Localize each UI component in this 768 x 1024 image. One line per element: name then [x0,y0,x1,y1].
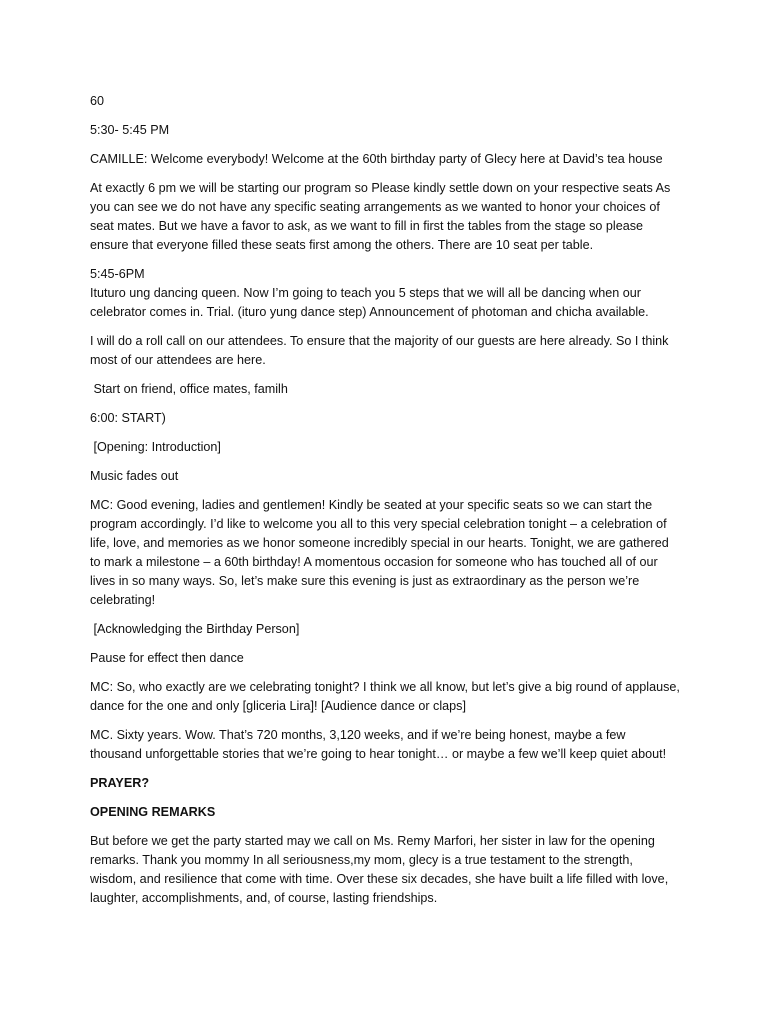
music-cue-line: Music fades out [90,469,179,483]
opening-introduction-heading: [Opening: Introduction] [90,440,221,454]
camille-welcome-paragraph: CAMILLE: Welcome everybody! Welcome at the 60th birthday party of Glecy here at David’s tea house [90,152,663,166]
acknowledging-heading: [Acknowledging the Birthday Person] [90,622,300,636]
start-time-line: 6:00: START) [90,411,166,425]
opening-remarks-paragraph: But before we get the party started may we call on Ms. Remy Marfori, her sister in law for the opening remarks. Thank you mommy In all seriousness,my mom, glecy is a true testament to the strength, wisdom, and resilience that come with time. Over these six decades, she have built a life filled with love, laughter, accomplishments, and, of course, lasting friendships. [90,834,669,905]
mc-celebrant-paragraph: MC: So, who exactly are we celebrating tonight? I think we all know, but let’s give a big round of applause, dance for the one and only [gliceria Lira]! [Audience dance or claps] [90,680,680,713]
opening-remarks-heading: OPENING REMARKS [90,805,216,819]
roll-call-order-line: Start on friend, office mates, familh [90,382,288,396]
document-page [90,92,680,918]
mc-sixty-years-paragraph: MC. Sixty years. Wow. That’s 720 months, 3,120 weeks, and if we’re being honest, maybe a few thousand unforgettable stories that we’re going to hear tonight… or maybe a few we’ll keep quiet about! [90,728,667,761]
pause-cue-line: Pause for effect then dance [90,651,244,665]
mc-opening-speech-paragraph: MC: Good evening, ladies and gentlemen! Kindly be seated at your specific seats so we can start the program accordingly. I’d like to welcome you all to this very special celebration tonight – a celebration of life, love, and memories as we honor someone incredibly special in our hearts. Tonight, we are gathered to mark a milestone – a 60th birthday! A momentous occasion for someone who has touched all of our lives in so many ways. So, let’s make sure this evening is just as extraordinary as the person we’re celebrating! [90,498,669,607]
roll-call-paragraph: I will do a roll call on our attendees. To ensure that the majority of our guests are here already. So I think most of our attendees are here. [90,334,669,367]
seating-instructions-paragraph: At exactly 6 pm we will be starting our program so Please kindly settle down on your respective seats As you can see we do not have any specific seating arrangements as we wanted to honor your choices of seat mates. But we have a favor to ask, as we want to fill in first the tables from the stage so please ensure that everyone filled these seats first among the others. There are 10 seat per table. [90,181,671,252]
time-slot-heading: 5:30- 5:45 PM [90,123,170,137]
dance-teaching-paragraph: 5:45-6PM Ituturo ung dancing queen. Now I’m going to teach you 5 steps that we will all be dancing when our celebrator comes in. Trial. (ituro yung dance step) Announcement of photoman and chicha available. [90,267,649,319]
page-number-line: 60 [90,94,105,108]
prayer-heading: PRAYER? [90,776,150,790]
